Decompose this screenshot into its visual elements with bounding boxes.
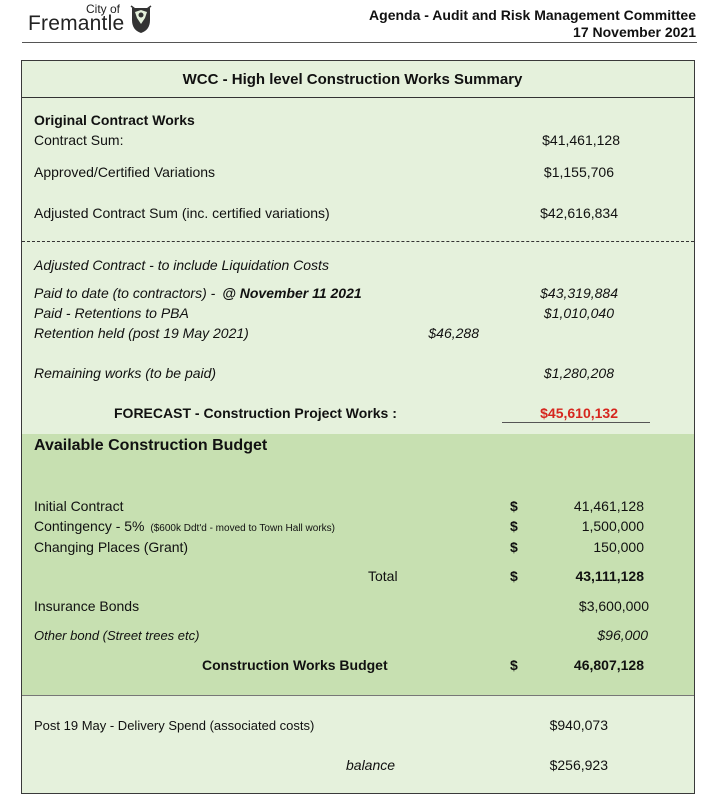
remaining-works-value: $1,280,208 bbox=[543, 365, 614, 381]
balance-label: balance bbox=[346, 757, 396, 773]
retention-held-value: $46,288 bbox=[428, 325, 479, 341]
header-divider bbox=[22, 42, 697, 43]
budget-row-currency: $ bbox=[510, 518, 518, 534]
adjusted-sum-value: $42,616,834 bbox=[540, 205, 618, 221]
variations-label: Approved/Certified Variations bbox=[34, 164, 216, 180]
budget-row-currency: $ bbox=[510, 539, 518, 555]
contingency-label: Contingency - 5% bbox=[34, 518, 145, 534]
paid-to-date-value: $43,319,884 bbox=[540, 285, 618, 301]
budget-heading: Available Construction Budget bbox=[34, 437, 268, 454]
contingency-note: ($600k Ddt'd - moved to Town Hall works) bbox=[150, 523, 335, 534]
paid-to-date-date: @ November 11 2021 bbox=[222, 285, 362, 301]
retention-held-label: Retention held (post 19 May 2021) bbox=[34, 325, 249, 341]
logo-text-fremantle: Fremantle bbox=[28, 12, 125, 35]
contract-sum-label: Contract Sum: bbox=[34, 132, 124, 148]
summary-title: WCC - High level Construction Works Summary bbox=[182, 71, 523, 88]
section-divider-dashed bbox=[22, 241, 694, 242]
delivery-spend-value: $940,073 bbox=[549, 717, 608, 733]
retentions-label: Paid - Retentions to PBA bbox=[34, 305, 189, 321]
budget-row-label: Changing Places (Grant) bbox=[34, 539, 189, 555]
budget-row-currency: $ bbox=[510, 498, 518, 514]
forecast-underline bbox=[502, 422, 650, 423]
budget-row-label: Initial Contract bbox=[34, 498, 124, 514]
budget-row-value: 150,000 bbox=[593, 539, 644, 555]
adjusted-sum-label: Adjusted Contract Sum (inc. certified variations) bbox=[34, 205, 330, 221]
other-bond-value: $96,000 bbox=[597, 627, 648, 643]
variations-value: $1,155,706 bbox=[543, 164, 614, 180]
forecast-value: $45,610,132 bbox=[540, 405, 618, 421]
other-bond-label: Other bond (Street trees etc) bbox=[34, 628, 200, 643]
title-divider bbox=[22, 97, 694, 98]
retentions-value: $1,010,040 bbox=[543, 305, 614, 321]
paid-to-date-label bbox=[34, 285, 362, 301]
original-works-heading: Original Contract Works bbox=[34, 112, 195, 128]
insurance-bonds-value: $3,600,000 bbox=[578, 598, 649, 614]
paid-to-date-text: Paid to date (to contractors) - bbox=[34, 285, 216, 301]
works-budget-currency: $ bbox=[510, 657, 518, 673]
total-currency: $ bbox=[510, 568, 518, 584]
liquidation-label: Adjusted Contract - to include Liquidation Costs bbox=[34, 257, 329, 273]
contract-sum-value: $41,461,128 bbox=[542, 132, 620, 148]
budget-row-label bbox=[34, 518, 335, 534]
works-budget-value: 46,807,128 bbox=[573, 657, 644, 673]
total-value: 43,111,128 bbox=[575, 568, 644, 584]
logo-text-city-of: City of bbox=[86, 2, 121, 16]
insurance-bonds-label: Insurance Bonds bbox=[34, 598, 140, 614]
forecast-label: FORECAST - Construction Project Works : bbox=[114, 405, 397, 421]
budget-row-value: 1,500,000 bbox=[581, 518, 644, 534]
delivery-spend-label: Post 19 May - Delivery Spend (associated costs) bbox=[34, 718, 315, 733]
agenda-title: Agenda - Audit and Risk Management Committee bbox=[369, 7, 696, 23]
total-label: Total bbox=[368, 568, 398, 584]
budget-bottom-divider bbox=[22, 695, 694, 696]
works-budget-label: Construction Works Budget bbox=[202, 657, 388, 673]
remaining-works-label: Remaining works (to be paid) bbox=[34, 365, 217, 381]
budget-row-value: 41,461,128 bbox=[573, 498, 644, 514]
agenda-date: 17 November 2021 bbox=[573, 24, 696, 40]
balance-value: $256,923 bbox=[549, 757, 608, 773]
city-crest-icon bbox=[129, 4, 153, 34]
